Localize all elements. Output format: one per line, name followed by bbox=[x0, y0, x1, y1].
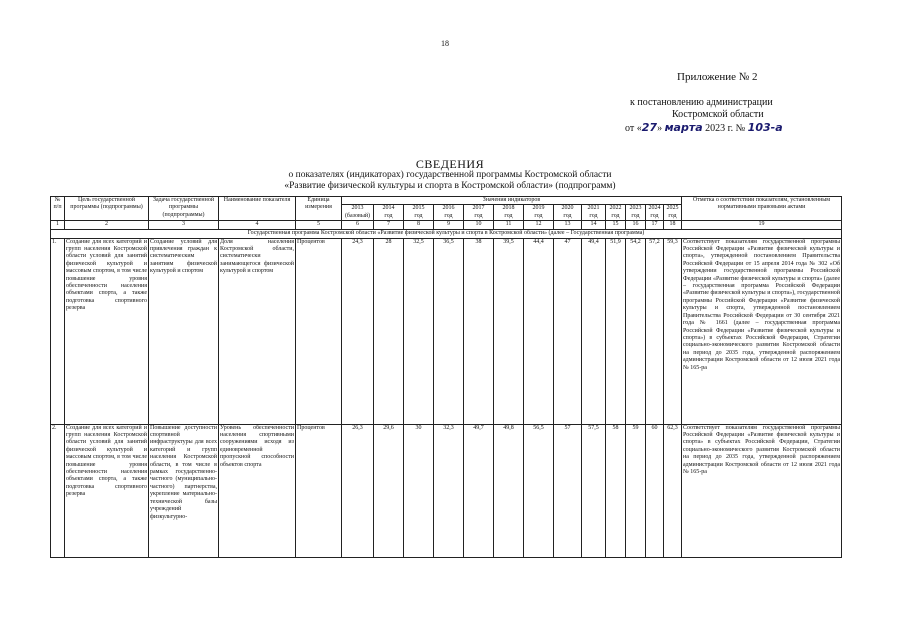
indicators-table bbox=[50, 196, 842, 558]
row-value: 57,5 bbox=[582, 424, 606, 557]
header-no: № п/п bbox=[51, 197, 65, 221]
year-sub-label: год bbox=[414, 212, 423, 219]
year-sub-label: год bbox=[504, 212, 513, 219]
row-value: 32,3 bbox=[434, 424, 464, 557]
appendix-line-1: к постановлению администрации bbox=[630, 97, 773, 108]
year-sub-label: год bbox=[563, 212, 572, 219]
row-note: Соответствует показателям государственной программы Российской Федерации «Развитие физической культуры и спорта», утвержденной постановлением Правительства Российской Федерации от 15 апреля 2014 года № 302 «Об утверждении государственной программы Российской Федерации «Развитие физической культуры и спорта» (далее – государственная программа Российской Федерации «Развитие физической культуры и спорта»), государственной программы Российской Федерации «Развитие физической культуры и спорта, утвержденной постановлением Правительства Российской Федерации от 30 сентября 2021 года № 1661 (далее – государственная программа Российской Федерации «Развитие физической культуры и спорта») в субъектах Российской Федерации, Стратегии социально-экономического развития Костромской области на период до 2035 года, утвержденной распоряжением администрации Костромской области от 12 июля 2021 года № 165-ра bbox=[682, 238, 842, 424]
header-goal: Цель государственной программы (подпрограммы) bbox=[65, 197, 149, 221]
row-value: 28 bbox=[374, 238, 404, 424]
column-number: 6 bbox=[342, 221, 374, 230]
row-value: 57,2 bbox=[646, 238, 664, 424]
row-number: 2. bbox=[51, 424, 65, 557]
row-unit: Процентов bbox=[296, 238, 342, 424]
document-number-handwritten: 103-а bbox=[747, 121, 783, 134]
program-row bbox=[51, 230, 842, 238]
row-number: 1. bbox=[51, 238, 65, 424]
row-note: Соответствует показателям государственной программы Российской Федерации «Развитие физической культуры и спорта» в субъектах Российской Федерации, Стратегии социально-экономического развития Костромской области на период до 2035 года, утвержденной распоряжением администрации Костромской области от 12 июля 2021 года № 165-ра bbox=[682, 424, 842, 557]
year-sub-label: год bbox=[474, 212, 483, 219]
row-value: 44,4 bbox=[524, 238, 554, 424]
year-label: 2015 bbox=[412, 205, 425, 212]
header-year bbox=[626, 205, 646, 221]
document-subtitle-1: о показателях (индикаторах) государственной программы Костромской области bbox=[288, 170, 612, 180]
column-number: 11 bbox=[494, 221, 524, 230]
date-prefix: от « bbox=[625, 123, 642, 134]
row-value: 56,5 bbox=[524, 424, 554, 557]
row-value: 39,5 bbox=[494, 238, 524, 424]
year-label: 2013 bbox=[351, 205, 364, 212]
row-value: 32,5 bbox=[404, 238, 434, 424]
column-number: 18 bbox=[664, 221, 682, 230]
year-sub-label: (базовый) bbox=[344, 212, 371, 219]
row-value: 30 bbox=[404, 424, 434, 557]
header-year bbox=[404, 205, 434, 221]
row-value: 60 bbox=[646, 424, 664, 557]
column-number: 14 bbox=[582, 221, 606, 230]
row-value: 49,7 bbox=[464, 424, 494, 557]
appendix-date-line bbox=[625, 121, 783, 134]
page-number: 18 bbox=[441, 39, 449, 48]
row-value: 24,3 bbox=[342, 238, 374, 424]
header-year bbox=[434, 205, 464, 221]
year-sub-label: год bbox=[534, 212, 543, 219]
year-sub-label: год bbox=[444, 212, 453, 219]
year-label: 2016 bbox=[442, 205, 455, 212]
column-number: 19 bbox=[682, 221, 842, 230]
column-number: 7 bbox=[374, 221, 404, 230]
column-number: 9 bbox=[434, 221, 464, 230]
row-value: 49,4 bbox=[582, 238, 606, 424]
header-year bbox=[524, 205, 554, 221]
column-numbers-row bbox=[51, 221, 842, 230]
appendix-title: Приложение № 2 bbox=[677, 71, 758, 83]
column-number: 13 bbox=[554, 221, 582, 230]
year-label: 2022 bbox=[609, 205, 622, 212]
program-title-cell: Государственная программа Костромской области «Развитие физической культуры и спорта в Костромской области» (далее – Государственная программа) bbox=[51, 230, 842, 238]
year-label: 2018 bbox=[502, 205, 515, 212]
row-value: 36,5 bbox=[434, 238, 464, 424]
year-sub-label: год bbox=[611, 212, 620, 219]
row-value: 47 bbox=[554, 238, 582, 424]
year-label: 2025 bbox=[666, 205, 679, 212]
header-indicator: Наименование показателя bbox=[219, 197, 296, 221]
year-label: 2017 bbox=[472, 205, 485, 212]
row-value: 54,2 bbox=[626, 238, 646, 424]
header-task: Задача государственной программы (подпрограммы) bbox=[149, 197, 219, 221]
column-number: 10 bbox=[464, 221, 494, 230]
row-goal: Создание для всех категорий и групп населения Костромской области условий для занятий физической культурой и массовым спортом, в том числе повышение уровня обеспеченности населения объектами спорта, а также подготовка спортивного резерва bbox=[65, 424, 149, 557]
date-day-handwritten: 27 bbox=[641, 121, 658, 134]
row-indicator: Уровень обеспеченности населения спортивными сооружениями исходя из единовременной пропускной способности объектов спорта bbox=[219, 424, 296, 557]
header-year bbox=[606, 205, 626, 221]
year-sub-label: год bbox=[650, 212, 659, 219]
column-number: 17 bbox=[646, 221, 664, 230]
year-sub-label: год bbox=[668, 212, 677, 219]
table-row bbox=[51, 238, 842, 424]
year-label: 2019 bbox=[532, 205, 545, 212]
date-year: 2023 г. № bbox=[702, 123, 748, 134]
year-label: 2024 bbox=[648, 205, 661, 212]
date-month-handwritten: марта bbox=[664, 121, 703, 134]
row-value: 62,3 bbox=[664, 424, 682, 557]
year-sub-label: год bbox=[384, 212, 393, 219]
row-indicator: Доля населения Костромской области, систематически занимающегося физической культурой и спортом bbox=[219, 238, 296, 424]
column-number: 3 bbox=[149, 221, 219, 230]
header-note: Отметка о соответствии показателям, установленным нормативными правовыми актами bbox=[682, 197, 842, 221]
column-number: 15 bbox=[606, 221, 626, 230]
column-number: 5 bbox=[296, 221, 342, 230]
header-year bbox=[664, 205, 682, 221]
header-year bbox=[464, 205, 494, 221]
column-number: 1 bbox=[51, 221, 65, 230]
column-number: 2 bbox=[65, 221, 149, 230]
row-unit: Процентов bbox=[296, 424, 342, 557]
header-year bbox=[554, 205, 582, 221]
document-title: СВЕДЕНИЯ bbox=[415, 157, 485, 171]
column-number: 8 bbox=[404, 221, 434, 230]
row-task: Создание условий для привлечения граждан к систематическим занятиям физической культурой и спортом bbox=[149, 238, 219, 424]
header-year bbox=[494, 205, 524, 221]
document-subtitle-2: «Развитие физической культуры и спорта в Костромской области» (подпрограмм) bbox=[284, 181, 616, 191]
row-value: 29,6 bbox=[374, 424, 404, 557]
header-year bbox=[646, 205, 664, 221]
column-number: 16 bbox=[626, 221, 646, 230]
table-row bbox=[51, 424, 842, 557]
row-value: 58 bbox=[606, 424, 626, 557]
header-year bbox=[374, 205, 404, 221]
appendix-line-2: Костромской области bbox=[672, 109, 764, 120]
year-label: 2014 bbox=[382, 205, 395, 212]
year-label: 2020 bbox=[561, 205, 574, 212]
row-value: 51,9 bbox=[606, 238, 626, 424]
row-goal: Создание для всех категорий и групп населения Костромской области условий для занятий физической культурой и массовым спортом, в том числе повышение уровня обеспеченности населения объектами спорта, а также подготовка спортивного резерва bbox=[65, 238, 149, 424]
date-mid: » bbox=[657, 123, 665, 134]
row-task: Повышение доступности спортивной инфраструктуры для всех категорий и групп населения Костромской области, в том числе в рамках государственно-частного (муниципально-частного) партнерства, укрепление материально-технической базы учреждений физкультурно- bbox=[149, 424, 219, 557]
column-number: 4 bbox=[219, 221, 296, 230]
header-year bbox=[582, 205, 606, 221]
year-label: 2023 bbox=[629, 205, 642, 212]
year-label: 2021 bbox=[587, 205, 600, 212]
year-sub-label: год bbox=[589, 212, 598, 219]
header-year bbox=[342, 205, 374, 221]
header-row bbox=[51, 197, 842, 205]
row-value: 59,3 bbox=[664, 238, 682, 424]
row-value: 57 bbox=[554, 424, 582, 557]
column-number: 12 bbox=[524, 221, 554, 230]
row-value: 38 bbox=[464, 238, 494, 424]
header-values: Значения индикаторов bbox=[342, 197, 682, 205]
row-value: 26,3 bbox=[342, 424, 374, 557]
row-value: 49,8 bbox=[494, 424, 524, 557]
row-value: 59 bbox=[626, 424, 646, 557]
header-unit: Единица измерения bbox=[296, 197, 342, 221]
year-sub-label: год bbox=[631, 212, 640, 219]
